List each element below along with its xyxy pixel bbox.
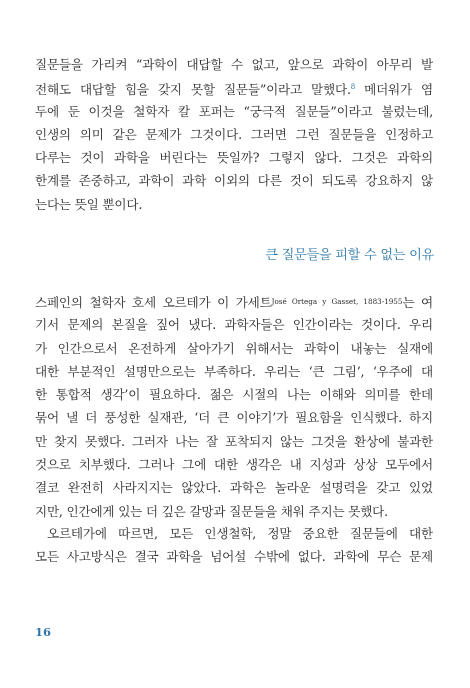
text-span: 전해도 대답할 힘을 갖지 못할 질문들”이라고 말했다. bbox=[35, 82, 351, 98]
text-line: 가 인간으로서 온전하게 살아가기 위해서는 과학이 내놓는 실재에 bbox=[35, 340, 433, 356]
footnote-marker[interactable]: 8 bbox=[350, 83, 356, 92]
text-line: 만 찾지 못했다. 그러자 나는 잘 포착되지 않는 그것을 환상에 불과한 bbox=[35, 433, 433, 449]
text-span: 메더워가 염 bbox=[355, 82, 433, 98]
section-heading: 큰 질문들을 피할 수 없는 이유 bbox=[265, 248, 434, 263]
text-line: 지만, 인간에게 있는 더 깊은 갈망과 질문들을 채워 주지는 못했다. bbox=[35, 503, 388, 519]
text-line: 묶어 낼 더 풍성한 실재관, ‘더 큰 이야기’가 필요함을 인식했다. 하지 bbox=[35, 410, 433, 426]
text-line: 다루는 것이 과학을 버린다는 뜻일까? 그렇지 않다. 그것은 과학의 bbox=[35, 150, 433, 166]
text-line: 것으로 치부했다. 그러나 그에 대한 생각은 내 지성과 상상 모두에서 bbox=[35, 457, 433, 473]
text-line: 한계를 존중하고, 과학이 과학 이외의 다른 것이 되도록 강요하지 않 bbox=[35, 173, 433, 189]
text-line: 한 통합적 생각’이 필요하다. 젊은 시절의 나는 이해와 의미를 한데 bbox=[35, 387, 433, 403]
text-line: 두에 둔 이것을 철학자 칼 포퍼는 “궁극적 질문들”이라고 불렀는데, bbox=[35, 103, 433, 119]
paragraph-1 bbox=[35, 53, 433, 216]
paragraph-3 bbox=[35, 522, 433, 569]
text-line: 결코 완전히 사라지지는 않았다. 과학은 놀라운 설명력을 갖고 있었 bbox=[35, 480, 433, 496]
text-span: 스페인의 철학자 호세 오르테가 이 가세트 bbox=[35, 295, 272, 310]
paragraph-2 bbox=[35, 290, 433, 523]
text-line: 모든 사고방식은 결국 과학을 넘어설 수밖에 없다. 과학에 무슨 문제 bbox=[35, 549, 433, 565]
text-line bbox=[35, 290, 433, 313]
text-line: 질문들을 가리켜 “과학이 대답할 수 없고, 앞으로 과학이 아무리 발 bbox=[35, 57, 433, 72]
text-line: 는다는 뜻일 뿐이다. bbox=[35, 196, 143, 212]
text-line: 인생의 의미 같은 문제가 그것이다. 그러면 그런 질문들을 인정하고 bbox=[35, 126, 433, 142]
text-line: 오르테가에 따르면, 모든 인생철학, 정말 중요한 질문들에 대한 bbox=[47, 526, 433, 541]
text-line: 기서 문제의 본질을 짚어 냈다. 과학자들은 인간이라는 것이다. 우리 bbox=[35, 317, 433, 333]
text-line bbox=[35, 76, 433, 99]
name-annotation: José Ortega y Gasset, 1883-1955 bbox=[271, 297, 403, 306]
text-line: 대한 부분적인 설명만으로는 부족하다. 우리는 ‘큰 그림’, ‘우주에 대 bbox=[35, 363, 433, 379]
text-span: 는 여 bbox=[402, 295, 433, 310]
page-number: 16 bbox=[35, 625, 52, 639]
